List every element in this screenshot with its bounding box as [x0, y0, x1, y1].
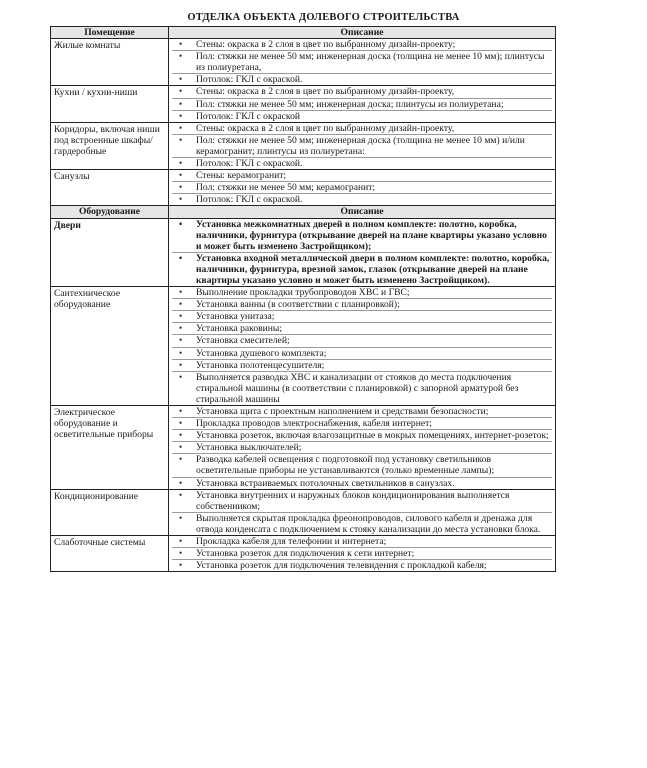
list-item — [172, 548, 552, 560]
bullet-icon: • — [179, 287, 183, 298]
equip-name: Двери — [51, 218, 169, 287]
list-item — [172, 253, 552, 286]
list-item-text: Установка щита с проектным наполнением и средствами безопасности; — [196, 406, 489, 417]
equip-description — [169, 536, 556, 572]
finish-description — [169, 170, 556, 206]
list-item-text: Установка межкомнатных дверей в полном комплекте: полотно, коробка, наличники, фурнитура (открывание дверей на плане квартиры указано условно и может быть изменено Застройщиком); — [196, 218, 547, 252]
bullet-icon: • — [179, 86, 183, 97]
list-item — [172, 111, 552, 122]
finish-header-row — [51, 27, 556, 39]
bullet-icon: • — [179, 194, 183, 205]
list-item — [172, 74, 552, 85]
equip-header-row — [51, 206, 556, 218]
bullet-icon: • — [179, 347, 183, 358]
bullet-icon: • — [179, 359, 183, 370]
equip-item-list — [172, 536, 552, 571]
bullet-icon: • — [179, 406, 183, 416]
list-item-text: Стены: керамогранит; — [196, 170, 287, 182]
list-item — [172, 335, 552, 347]
bullet-icon: • — [179, 110, 183, 121]
bullet-icon: • — [179, 477, 183, 488]
list-item-text: Установка розеток, включая влагозащитные в мокрых помещениях, интернет-розеток; — [196, 430, 549, 442]
list-item — [172, 560, 552, 571]
list-item — [172, 418, 552, 430]
list-item-text: Стены: окраска в 2 слоя в цвет по выбранному дизайн-проекту, — [196, 86, 455, 98]
header-description: Описание — [169, 206, 556, 218]
list-item-text: Установка смесителей; — [196, 335, 290, 347]
list-item — [172, 135, 552, 158]
equip-item-list — [172, 287, 552, 405]
equip-name: Электрическое оборудование и осветительные приборы — [51, 406, 169, 490]
finish-item-list — [172, 39, 552, 85]
equip-description — [169, 218, 556, 287]
list-item-text: Установка входной металлической двери в полном комплекте: полотно, коробка, наличники, фурнитура, врезной замок, глазок (открывание дверей на плане квартиры указано условно и может быть изменено Застройщиком). — [196, 252, 550, 286]
bullet-icon: • — [179, 218, 183, 229]
list-item-text: Установка раковины; — [196, 323, 283, 335]
list-item-text: Установка душевого комплекта; — [196, 347, 327, 359]
list-item-text: Потолок: ГКЛ с окраской — [196, 110, 301, 122]
bullet-icon: • — [179, 323, 183, 334]
finish-row — [51, 86, 556, 122]
equip-item-list — [172, 406, 552, 489]
bullet-icon: • — [179, 548, 183, 559]
list-item — [172, 478, 552, 489]
equip-item-list — [172, 219, 552, 287]
list-item-text: Потолок: ГКЛ с окраской. — [196, 74, 303, 86]
list-item — [172, 182, 552, 194]
list-item — [172, 406, 552, 418]
list-item — [172, 360, 552, 372]
header-equipment: Оборудование — [51, 206, 169, 218]
list-item-text: Пол: стяжки не менее 50 мм; инженерная доска (толщина не менее 10 мм); плинтусы из полиуретана, — [196, 51, 545, 74]
bullet-icon: • — [179, 418, 183, 429]
list-item — [172, 219, 552, 253]
list-item-text: Установка ванны (в соответствии с планировкой); — [196, 299, 400, 311]
finish-item-list — [172, 170, 552, 205]
list-item — [172, 536, 552, 548]
bullet-icon: • — [179, 335, 183, 346]
bullet-icon: • — [179, 311, 183, 322]
finish-name: Жилые комнаты — [51, 39, 169, 86]
list-item — [172, 39, 552, 51]
bullet-icon: • — [179, 430, 183, 441]
list-item-text: Установка розеток для подключения к сети интернет; — [196, 548, 415, 560]
bullet-icon: • — [179, 536, 183, 547]
equip-row — [51, 406, 556, 490]
list-item — [172, 99, 552, 111]
list-item-text: Установка полотенцесушителя; — [196, 359, 325, 371]
list-item — [172, 348, 552, 360]
list-item — [172, 170, 552, 182]
equip-description — [169, 489, 556, 535]
finish-name: Кухни / кухни-ниши — [51, 86, 169, 122]
list-item — [172, 158, 552, 169]
equip-name: Кондиционирование — [51, 489, 169, 535]
list-item — [172, 442, 552, 454]
list-item-text: Установка встраиваемых потолочных светильников в санузлах. — [196, 477, 455, 489]
equip-name: Сантехническое оборудование — [51, 287, 169, 406]
bullet-icon: • — [179, 51, 183, 62]
list-item-text: Выполнение прокладки трубопроводов ХВС и ГВС; — [196, 287, 410, 299]
list-item-text: Пол: стяжки не менее 50 мм; инженерная доска; плинтусы из полиуретана; — [196, 98, 504, 110]
equip-row — [51, 489, 556, 535]
list-item-text: Разводка кабелей освещения с подготовкой под установку светильников осветительные приборы не устанавливаются (только временные лампы); — [196, 454, 495, 477]
bullet-icon: • — [179, 158, 183, 169]
finish-name: Санузлы — [51, 170, 169, 206]
bullet-icon: • — [179, 489, 183, 500]
header-description: Описание — [169, 27, 556, 39]
list-item — [172, 430, 552, 442]
list-item — [172, 311, 552, 323]
finish-description — [169, 39, 556, 86]
list-item-text: Стены: окраска в 2 слоя в цвет по выбранному дизайн-проекту; — [196, 39, 456, 51]
finish-row — [51, 122, 556, 169]
bullet-icon: • — [179, 39, 183, 50]
list-item — [172, 372, 552, 405]
finish-row — [51, 170, 556, 206]
list-item-text: Выполняется разводка ХВС и канализации от стояков до места подключения стиральной машины (в соответствии с планировкой) с запорной арматурой без стиральной машины — [196, 371, 519, 405]
spec-table-body — [51, 27, 556, 572]
equip-row — [51, 287, 556, 406]
bullet-icon: • — [179, 170, 183, 181]
equip-row — [51, 536, 556, 572]
bullet-icon: • — [179, 442, 183, 453]
spec-table — [50, 26, 556, 572]
list-item-text: Пол: стяжки не менее 50 мм; инженерная доска (толщина не менее 10 мм) и/или керамогранит; плинтусы из полиуретана: — [196, 134, 525, 157]
list-item-text: Прокладка проводов электроснабжения, кабеля интернет; — [196, 418, 432, 430]
list-item-text: Прокладка кабеля для телефонии и интернета; — [196, 536, 387, 548]
list-item-text: Установка внутренних и наружных блоков кондиционирования выполняется собственником; — [196, 489, 510, 512]
bullet-icon: • — [179, 252, 183, 263]
bullet-icon: • — [179, 512, 183, 523]
list-item-text: Установка выключателей; — [196, 442, 302, 454]
list-item-text: Установка розеток для подключения телевидения с прокладкой кабеля; — [196, 560, 487, 572]
list-item-text: Пол: стяжки не менее 50 мм; керамогранит; — [196, 182, 376, 194]
bullet-icon: • — [179, 134, 183, 145]
bullet-icon: • — [179, 371, 183, 382]
list-item — [172, 194, 552, 205]
document-title: ОТДЕЛКА ОБЪЕКТА ДОЛЕВОГО СТРОИТЕЛЬСТВА — [187, 12, 460, 23]
list-item-text: Стены: окраска в 2 слоя в цвет по выбранному дизайн-проекту, — [196, 122, 455, 134]
header-room: Помещение — [51, 27, 169, 39]
list-item — [172, 454, 552, 477]
bullet-icon: • — [179, 299, 183, 310]
equip-description — [169, 406, 556, 490]
list-item — [172, 323, 552, 335]
equip-description — [169, 287, 556, 406]
list-item-text: Потолок: ГКЛ с окраской. — [196, 158, 303, 170]
list-item — [172, 490, 552, 513]
bullet-icon: • — [179, 454, 183, 465]
finish-item-list — [172, 123, 552, 169]
list-item — [172, 513, 552, 535]
finish-name: Коридоры, включая ниши под встроенные шкафы/гардеробные — [51, 122, 169, 169]
bullet-icon: • — [179, 74, 183, 85]
bullet-icon: • — [179, 182, 183, 193]
bullet-icon: • — [179, 560, 183, 571]
equip-name: Слаботочные системы — [51, 536, 169, 572]
finish-description — [169, 86, 556, 122]
list-item — [172, 51, 552, 74]
bullet-icon: • — [179, 98, 183, 109]
list-item — [172, 287, 552, 299]
equip-row — [51, 218, 556, 287]
finish-row — [51, 39, 556, 86]
list-item-text: Установка унитаза; — [196, 311, 275, 323]
list-item — [172, 86, 552, 98]
list-item-text: Потолок: ГКЛ с окраской. — [196, 194, 303, 206]
finish-description — [169, 122, 556, 169]
list-item — [172, 299, 552, 311]
list-item-text: Выполняется скрытая прокладка фреонопроводов, силового кабеля и дренажа для отвода конденсата с подключением к стояку канализации до места установки блока. — [196, 512, 541, 535]
equip-item-list — [172, 490, 552, 535]
bullet-icon: • — [179, 122, 183, 133]
list-item — [172, 123, 552, 135]
finish-item-list — [172, 86, 552, 121]
